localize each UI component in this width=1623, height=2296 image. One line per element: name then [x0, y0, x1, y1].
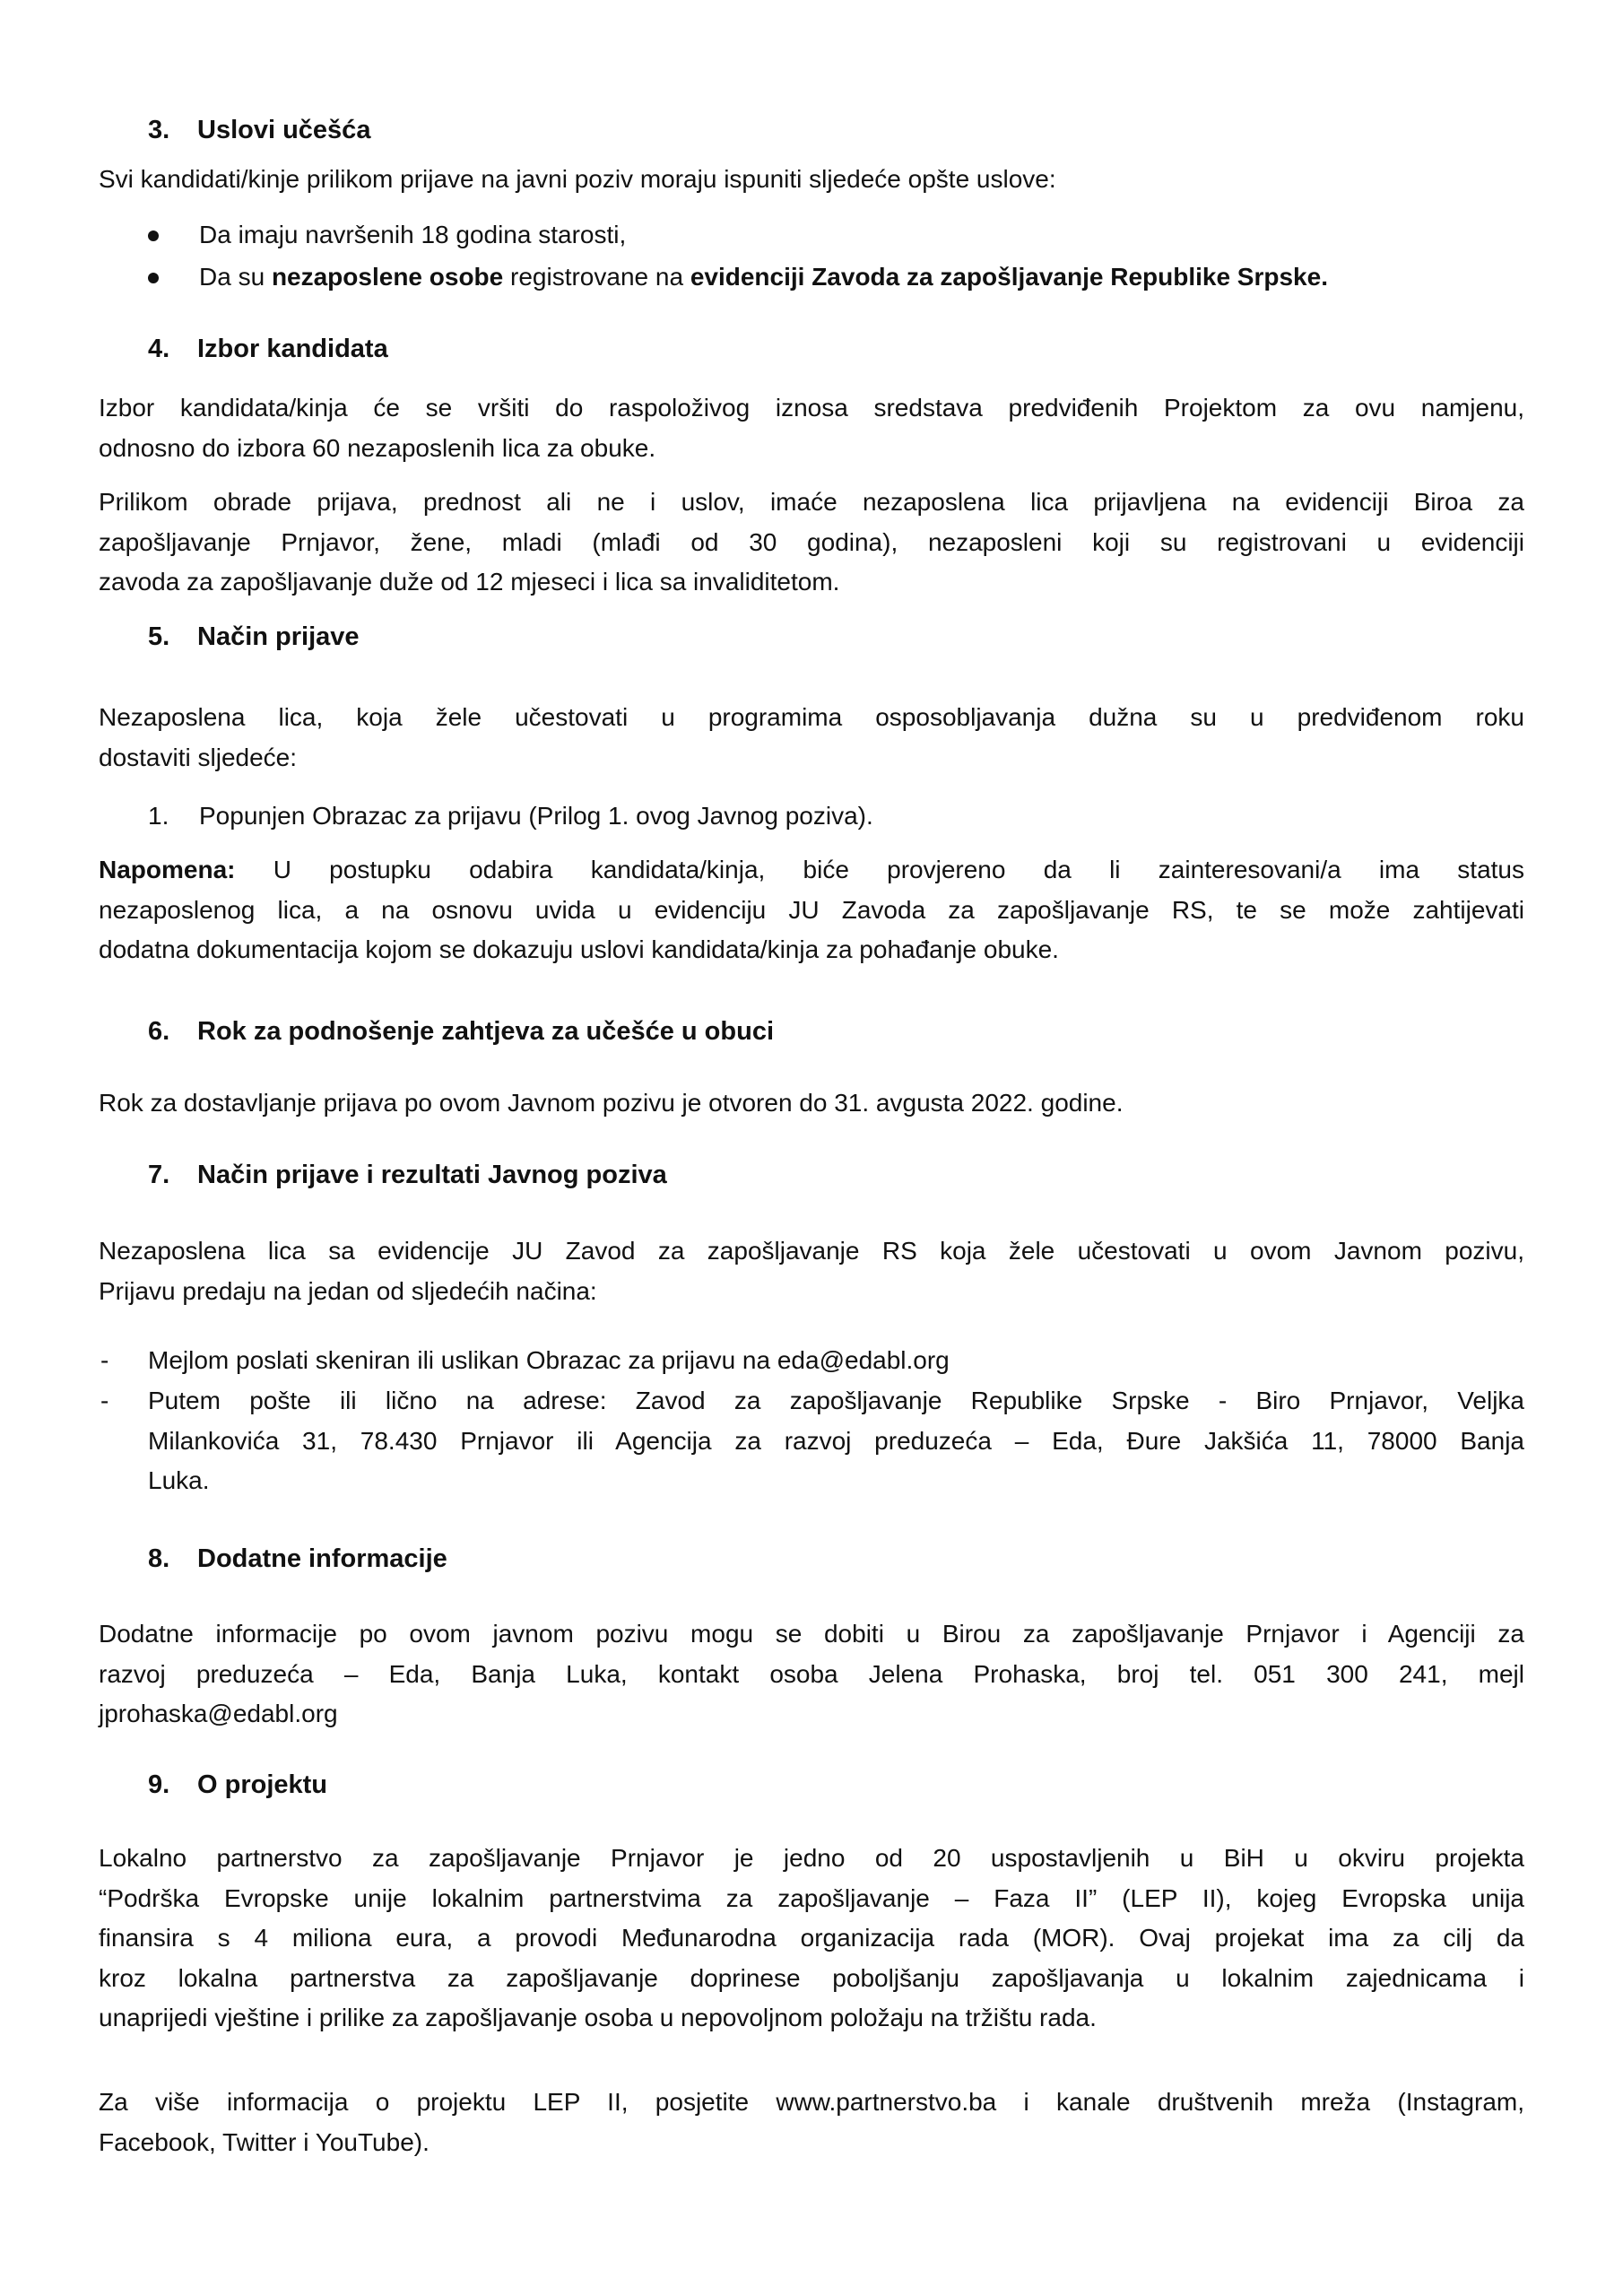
- list-line: Milankovića 31, 78.430 Prnjavor ili Agencija za razvoj preduzeća – Eda, Đure Jakšića 11, 78000 Banja: [148, 1426, 1524, 1455]
- dash-list-item: [148, 1381, 1524, 1501]
- note-text: U postupku odabira kandidata/kinja, biće provjereno da li zainteresovani/a ima status: [235, 856, 1524, 883]
- paragraph-line: jprohaska@edabl.org: [99, 1700, 338, 1727]
- section-9-heading: [148, 1767, 327, 1803]
- list-line: Putem pošte ili lično na adrese: Zavod za zapošljavanje Republike Srpske - Biro Prnjavor, Veljka: [148, 1387, 1524, 1414]
- section-title: O projektu: [197, 1770, 328, 1799]
- bullet-text: registrovane na: [503, 263, 690, 291]
- section-number: 7.: [148, 1161, 170, 1189]
- section-number: 5.: [148, 622, 170, 651]
- section-number: 4.: [148, 335, 170, 363]
- bullet-text: Da su: [199, 263, 272, 291]
- section-9-paragraph-1: [99, 1839, 1524, 2039]
- paragraph-line: Prijavu predaju na jedan od sljedećih načina:: [99, 1276, 597, 1305]
- paragraph-line: razvoj preduzeća – Eda, Banja Luka, kontakt osoba Jelena Prohaska, broj tel. 051 300 241, mejl: [99, 1659, 1524, 1688]
- section-title: Način prijave: [197, 622, 360, 651]
- numbered-list-item: Popunjen Obrazac za prijavu (Prilog 1. ovog Javnog poziva).: [199, 802, 873, 830]
- section-4-paragraph-1: [99, 388, 1524, 468]
- list-line: Luka.: [148, 1466, 210, 1494]
- dash-marker: -: [100, 1387, 109, 1414]
- section-8-heading: [148, 1541, 447, 1577]
- bullet-icon: [148, 230, 159, 241]
- dash-list-item: [148, 1341, 1524, 1381]
- paragraph-line: odnosno do izbora 60 nezaposlenih lica za obuke.: [99, 433, 656, 462]
- paragraph-line: zavoda za zapošljavanje duže od 12 mjeseci i lica sa invaliditetom.: [99, 568, 840, 596]
- paragraph-line: Izbor kandidata/kinja će se vršiti do raspoloživog iznosa sredstava predviđenih Projektom za ovu namjenu,: [99, 394, 1524, 422]
- section-number: 3.: [148, 116, 170, 144]
- section-6-heading: [148, 1013, 774, 1049]
- section-title: Uslovi učešća: [197, 116, 371, 144]
- bullet-item: Da imaju navršenih 18 godina starosti,: [199, 221, 627, 248]
- paragraph-line: Nezaposlena lica, koja žele učestovati u programima osposobljavanja dužna su u predviđenom roku: [99, 703, 1524, 731]
- paragraph-line: Dodatne informacije po ovom javnom pozivu mogu se dobiti u Birou za zapošljavanje Prnjavor i Agenciji za: [99, 1620, 1524, 1648]
- section-4-paragraph-2: [99, 483, 1524, 603]
- section-7-heading: [148, 1157, 667, 1193]
- section-number: 8.: [148, 1544, 170, 1573]
- paragraph-line: unaprijedi vještine i prilike za zapošljavanje osoba u nepovoljnom položaju na tržištu rada.: [99, 2004, 1097, 2031]
- paragraph-line: Nezaposlena lica sa evidencije JU Zavod za zapošljavanje RS koja žele učestovati u ovom Javnom pozivu,: [99, 1237, 1524, 1265]
- paragraph-line: dostaviti sljedeće:: [99, 743, 298, 771]
- note-paragraph: [99, 850, 1524, 970]
- dash-marker: -: [100, 1346, 109, 1374]
- numbered-list-marker: 1.: [148, 802, 169, 830]
- paragraph-line: Facebook, Twitter i YouTube).: [99, 2127, 430, 2156]
- paragraph-line: Svi kandidati/kinje prilikom prijave na javni poziv moraju ispuniti sljedeće opšte uslove:: [99, 165, 1056, 193]
- section-number: 6.: [148, 1017, 170, 1046]
- section-title: Način prijave i rezultati Javnog poziva: [197, 1161, 667, 1189]
- section-title: Dodatne informacije: [197, 1544, 447, 1573]
- section-3-heading: [148, 112, 370, 148]
- section-title: Rok za podnošenje zahtjeva za učešće u obuci: [197, 1017, 775, 1046]
- paragraph-line: Za više informacija o projektu LEP II, posjetite www.partnerstvo.ba i kanale društvenih mreža (Instagram,: [99, 2088, 1524, 2116]
- paragraph-line: nezaposlenog lica, a na osnovu uvida u evidenciju JU Zavoda za zapošljavanje RS, te se može zahtijevati: [99, 895, 1524, 924]
- section-5-paragraph-1: [99, 698, 1524, 778]
- section-8-paragraph: [99, 1614, 1524, 1735]
- paragraph-line: [99, 850, 1524, 891]
- paragraph-line: Lokalno partnerstvo za zapošljavanje Prnjavor je jedno od 20 uspostavljenih u BiH u okviru projekta: [99, 1844, 1524, 1872]
- paragraph-line: Prilikom obrade prijava, prednost ali ne i uslov, imaće nezaposlena lica prijavljena na evidenciji Biroa za: [99, 488, 1524, 516]
- paragraph-line: dodatna dokumentacija kojom se dokazuju uslovi kandidata/kinja za pohađanje obuke.: [99, 935, 1059, 963]
- list-line: Mejlom poslati skeniran ili uslikan Obrazac za prijavu na eda@edabl.org: [148, 1346, 950, 1374]
- paragraph-line: finansira s 4 miliona eura, a provodi Međunarodna organizacija rada (MOR). Ovaj projekat ima za cilj da: [99, 1924, 1524, 1952]
- section-3-intro: [99, 160, 1524, 200]
- section-4-heading: [148, 331, 388, 367]
- bullet-bold-text: evidenciji Zavoda za zapošljavanje Republike Srpske.: [690, 263, 1328, 291]
- section-title: Izbor kandidata: [197, 335, 388, 363]
- note-label: Napomena:: [99, 856, 236, 883]
- section-6-paragraph: [99, 1083, 1524, 1124]
- bullet-item: [199, 257, 1328, 298]
- paragraph-line: “Podrška Evropske unije lokalnim partnerstvima za zapošljavanje – Faza II” (LEP II), kojeg Evropska unija: [99, 1883, 1524, 1912]
- paragraph-line: Rok za dostavljanje prijava po ovom Javnom pozivu je otvoren do 31. avgusta 2022. godine.: [99, 1089, 1124, 1117]
- section-number: 9.: [148, 1770, 170, 1799]
- section-7-paragraph: [99, 1231, 1524, 1311]
- bullet-icon: [148, 273, 159, 283]
- section-9-paragraph-2: [99, 2083, 1524, 2162]
- paragraph-line: zapošljavanje Prnjavor, žene, mladi (mlađi od 30 godina), nezaposleni koji su registrovani u evidenciji: [99, 527, 1524, 556]
- bullet-bold-text: nezaposlene osobe: [271, 263, 504, 291]
- section-5-heading: [148, 619, 360, 655]
- paragraph-line: kroz lokalna partnerstva za zapošljavanje doprinese poboljšanju zapošljavanja u lokalnim zajednicama i: [99, 1963, 1524, 1992]
